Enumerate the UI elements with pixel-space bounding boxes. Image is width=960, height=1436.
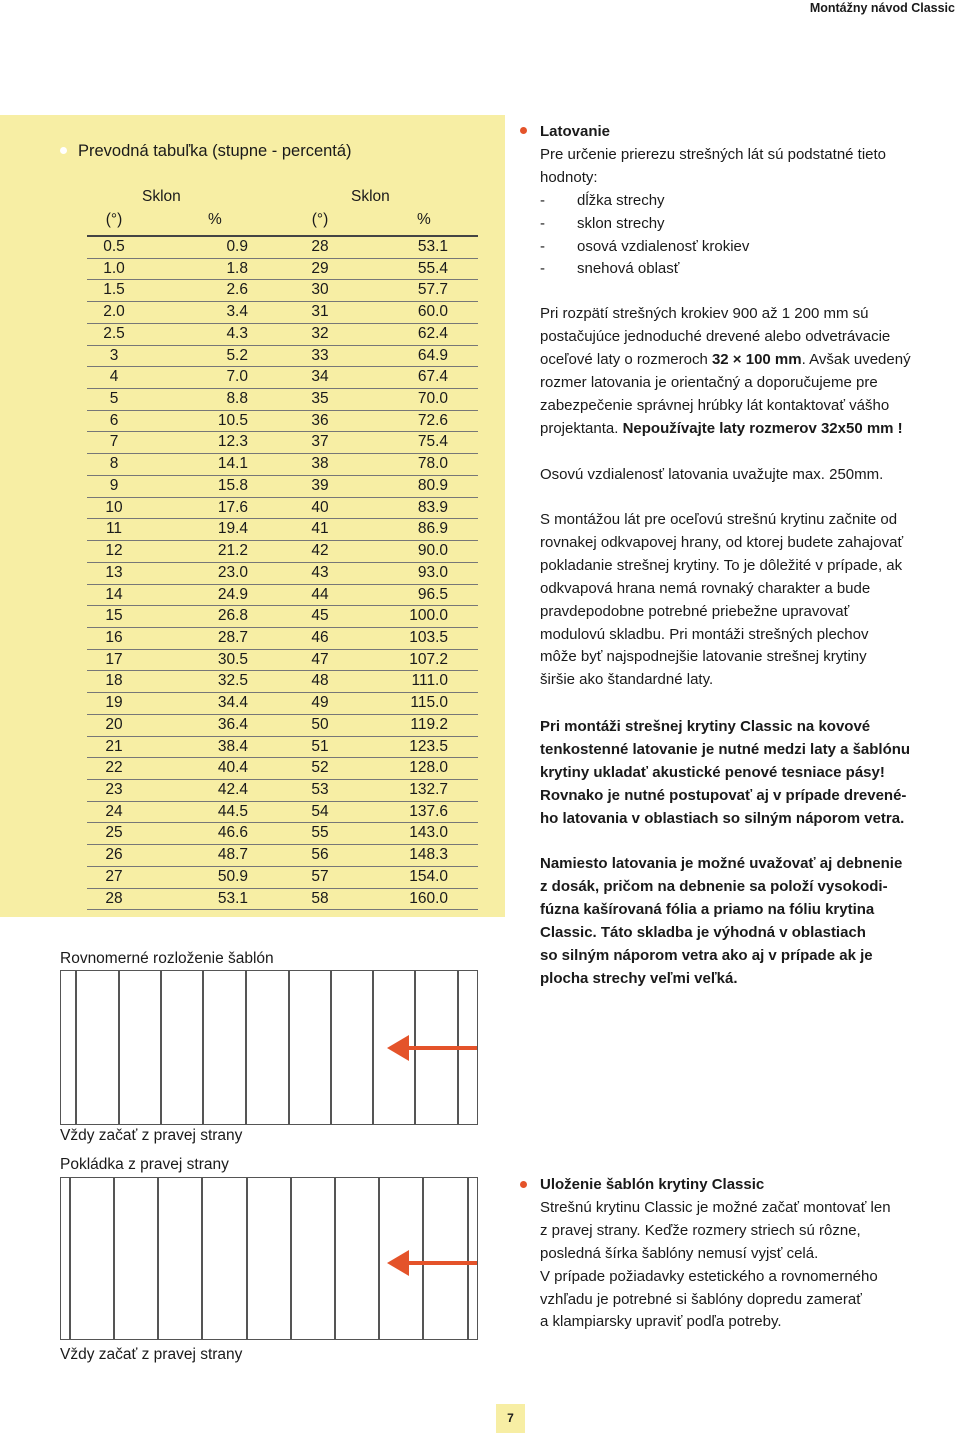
slab-divider [246,1178,248,1339]
slab-divider [334,1178,336,1339]
paragraph-line: Rovnako je nutné postupovať aj v prípade drevené- [540,786,907,804]
paragraph-line: Pri montáži strešnej krytiny Classic na kovové [540,718,871,735]
table-cell: 45 [311,607,329,625]
table-cell: 4 [109,368,119,386]
table-cell: 115.0 [410,694,448,712]
table-row-divider [87,279,478,280]
table-row-divider [87,258,478,259]
slab-divider [372,971,374,1124]
table-cell: 3 [109,346,119,364]
table-cell: 28 [311,238,329,255]
column-header-degrees: (°) [105,211,123,228]
table-row-divider [87,736,478,737]
table-cell: 70.0 [417,390,448,408]
table-cell: 10.5 [217,411,248,429]
table-cell: 137.6 [409,802,448,820]
slab-divider [378,1178,380,1339]
bullet-icon [520,127,527,134]
list-item-text: snehová oblasť [577,260,680,278]
table-cell: 2.5 [103,324,125,342]
table-cell: 53.1 [417,238,448,255]
table-cell: 1.8 [226,259,248,277]
table-cell: 42 [311,542,329,560]
table-row-divider [87,453,478,454]
table-cell: 39 [311,476,329,494]
paragraph-line: pravdepodobne potrebné priebežne upravovať [540,602,850,620]
column-header-percent: % [417,211,431,228]
table-cell: 0.5 [103,238,125,255]
table-cell: 53 [311,781,329,798]
table-cell: 44.5 [217,802,248,820]
table-row-divider [87,909,478,910]
table-cell: 40 [311,498,329,516]
table-cell: 111.0 [411,672,448,690]
latovanie-paragraph-4 [540,716,910,831]
table-cell: 42.4 [217,781,248,798]
table-row-divider [87,301,478,302]
list-dash: - [540,237,545,255]
paragraph-line [540,349,911,372]
table-cell: 123.5 [409,737,448,755]
latovanie-title: Latovanie [540,123,611,140]
column-header-percent: % [208,211,222,228]
table-cell: 33 [311,346,329,364]
table-cell: 90.0 [417,542,448,560]
table-cell: 28 [105,889,123,907]
table-cell: 2.6 [226,281,248,299]
table-cell: 154.0 [409,867,448,885]
bullet-icon [520,1181,527,1188]
slab-divider [330,971,332,1124]
latovanie-paragraph-2 [540,464,883,487]
paragraph-line: rovnakej odkvapovej hrany, od ktorej budete zahajovať [540,533,904,551]
paragraph-line: Osovú vzdialenosť latovania uvažujte max. 250mm. [540,466,884,483]
slab-divider [201,1178,203,1339]
table-cell: 52 [311,759,329,777]
conversion-table [0,0,505,920]
paragraph-line: modulovú skladbu. Pri montáži strešných plechov [540,625,869,643]
table-cell: 128.0 [409,759,448,777]
paragraph-line: ho latovania v oblastiach so silným náporom vetra. [540,809,905,827]
list-item [540,213,886,236]
table-cell: 86.9 [417,520,448,538]
ulozenie-section [540,1174,891,1334]
table-cell: 38.4 [217,737,248,755]
latovanie-paragraph-3 [540,509,903,692]
table-cell: 72.6 [417,411,448,429]
table-row-divider [87,410,478,411]
table-cell: 58 [311,889,329,907]
latovanie-paragraph-1 [540,303,911,440]
table-cell: 41 [311,520,329,538]
table-cell: 34.4 [217,694,248,712]
paragraph-line: krytiny ukladať akustické penové tesniace pásy! [540,763,885,781]
table-cell: 36.4 [217,715,248,733]
diagram1-caption: Vždy začať z pravej strany [60,1127,243,1144]
paragraph-line: odkvapová hrana nemá rovnaký charakter a bude [540,579,871,597]
table-cell: 49 [311,694,329,712]
table-cell: 55.4 [417,259,448,277]
table-cell: 6 [109,411,119,429]
paragraph-line: z pravej strany. Keďže rozmery striech sú rôzne, [540,1221,861,1239]
table-cell: 22 [105,759,123,777]
table-cell: 28.7 [217,628,248,646]
table-cell: 50.9 [217,867,248,885]
warning-text: Nepoužívajte laty rozmerov 32x50 mm ! [622,419,903,437]
table-cell: 10 [105,498,123,516]
table-cell: 119.2 [410,715,448,733]
latovanie-section [540,121,886,281]
table-cell: 60.0 [417,303,448,321]
table-cell: 25 [105,824,123,842]
latovanie-intro: hodnoty: [540,168,598,186]
column-header-degrees: (°) [311,211,329,228]
table-cell: 93.0 [417,563,448,581]
slab-divider [290,1178,292,1339]
table-cell: 47 [311,650,329,668]
table-cell: 62.4 [417,324,448,342]
table-cell: 5 [109,390,119,408]
list-item [540,190,886,213]
table-cell: 0.9 [226,238,248,255]
table-cell: 50 [311,715,329,733]
table-cell: 12.3 [217,433,248,451]
table-cell: 19 [105,694,123,712]
table-row-divider [87,518,478,519]
slab-divider [245,971,247,1124]
table-cell: 23 [105,781,123,798]
table-row-divider [87,822,478,823]
list-item-text: sklon strechy [577,214,665,232]
table-cell: 1.5 [103,281,125,299]
table-cell: 32 [311,324,329,342]
table-cell: 24 [105,802,123,820]
paragraph-line: Namiesto latovania je možné uvažovať aj debnenie [540,855,903,872]
table-cell: 26.8 [217,607,248,625]
table-row-divider [87,714,478,715]
table-cell: 18 [105,672,123,690]
table-cell: 55 [311,824,329,842]
paragraph-line: V prípade požiadavky estetického a rovnomerného [540,1267,878,1285]
text-run: oceľové laty o rozmeroch [540,350,712,368]
table-cell: 5.2 [226,346,248,364]
text-run: projektanta. [540,419,623,437]
slab-divider [160,971,162,1124]
table-cell: 107.2 [409,650,448,668]
list-dash: - [540,191,545,209]
table-row-divider [87,388,478,389]
table-cell: 16 [105,628,123,646]
table-cell: 30.5 [217,650,248,668]
paragraph-line: Classic. Táto skladba je výhodná v oblastiach [540,923,866,941]
table-cell: 100.0 [409,607,448,625]
table-cell: 38 [311,455,329,473]
table-cell: 20 [105,715,123,733]
slab-divider [288,971,290,1124]
arrow-left-icon [385,1030,480,1066]
ulozenie-title: Uloženie šablón krytiny Classic [540,1176,765,1193]
paragraph-line: fúzna kašírovaná fólia a priamo na fóliu krytina [540,900,875,918]
paragraph-line: tenkostenné latovanie je nutné medzi laty a šablónu [540,740,911,758]
table-row-divider [87,801,478,802]
table-cell: 8.8 [226,390,248,408]
diagram1-heading: Rovnomerné rozloženie šablón [60,950,274,967]
table-row-divider [87,562,478,563]
table-cell: 17.6 [217,498,248,516]
paragraph-line: posledná šírka šablóny nemusí vyjsť celá. [540,1244,819,1262]
slab-divider [157,1178,159,1339]
table-cell: 46 [311,628,329,646]
header-group-sklon: Sklon [142,188,181,205]
paragraph-line: Strešnú krytinu Classic je možné začať montovať len [540,1198,891,1216]
table-cell: 13 [105,563,123,581]
table-cell: 57.7 [417,281,448,299]
latovanie-paragraph-5 [540,853,902,990]
paragraph-line: pokladanie strešnej krytiny. To je dôležité v prípade, ak [540,556,903,574]
table-cell: 34 [311,368,329,386]
paragraph-line: vzhľadu je potrebné si šablóny dopredu zamerať [540,1290,862,1308]
table-cell: 75.4 [417,433,448,451]
table-cell: 8 [109,455,119,473]
list-item-text: dĺžka strechy [577,191,665,209]
table-row-divider [87,497,478,498]
paragraph-line [540,418,911,441]
table-row-divider [87,692,478,693]
paragraph-line: postačujúce jednoduché drevené alebo odvetrávacie [540,327,891,345]
table-cell: 56 [311,846,329,864]
slab-divider [75,971,77,1124]
list-item [540,236,886,259]
table-cell: 80.9 [417,476,448,494]
table-cell: 78.0 [417,455,448,473]
table-row-divider [87,866,478,867]
table-cell: 32.5 [217,672,248,690]
table-cell: 53.1 [217,889,248,907]
table-cell: 15 [105,607,123,625]
table-cell: 31 [311,303,329,321]
slab-divider [118,971,120,1124]
table-row-divider [87,627,478,628]
table-row-divider [87,779,478,780]
table-cell: 15.8 [217,476,248,494]
table-cell: 12 [105,542,123,560]
table-cell: 14.1 [217,455,248,473]
table-row-divider [87,605,478,606]
paragraph-line: z dosák, pričom na debnenie sa položí vysokodi- [540,877,888,895]
paragraph-line: plocha strechy veľmi veľká. [540,969,738,987]
paragraph-line: rozmer latovania je orientačný a doporučujeme pre [540,373,878,391]
table-cell: 40.4 [217,759,248,777]
table-cell: 143.0 [409,824,448,842]
table-row-divider [87,540,478,541]
table-cell: 21 [105,737,123,755]
table-row-divider [87,584,478,585]
table-cell: 7.0 [226,368,248,386]
document-header-title: Montážny návod Classic [809,1,955,15]
table-cell: 11 [105,520,123,538]
table-cell: 27 [105,867,123,885]
table-cell: 64.9 [417,346,448,364]
table-cell: 35 [311,390,329,408]
table-cell: 43 [311,563,329,581]
table-cell: 51 [311,737,329,755]
table-cell: 1.0 [103,259,125,277]
table-row-divider [87,757,478,758]
table-cell: 37 [311,433,329,451]
page-number: 7 [496,1404,525,1433]
table-cell: 19.4 [217,520,248,538]
paragraph-line: zabezpečenie správnej hrúbky lát kontaktovať vášho [540,396,890,414]
table-row-divider [87,844,478,845]
paragraph-line: so silným náporom vetra ako aj v prípade ak je [540,946,873,964]
slab-divider [69,1178,71,1339]
diagram2-caption: Vždy začať z pravej strany [60,1346,243,1363]
slab-divider [202,971,204,1124]
text-run: . Avšak uvedený [801,350,911,368]
table-row-divider [87,431,478,432]
table-cell: 2.0 [103,303,125,321]
paragraph-line: Pri rozpätí strešných krokiev 900 až 1 200 mm sú [540,305,869,322]
table-row-divider [87,366,478,367]
list-dash: - [540,214,545,232]
table-cell: 14 [105,585,123,603]
latovanie-intro: Pre určenie prierezu strešných lát sú podstatné tieto [540,145,887,163]
table-row-divider [87,670,478,671]
header-group-sklon: Sklon [351,188,390,205]
table-row-divider [87,649,478,650]
table-cell: 44 [311,585,329,603]
table-cell: 67.4 [417,368,448,386]
table-cell: 3.4 [226,303,248,321]
paragraph-line: môže byť najspodnejšie latovanie strešnej krytiny [540,648,867,666]
conversion-table-title-text: Prevodná tabuľka (stupne - percentá) [78,142,352,160]
arrow-left-icon [385,1245,480,1281]
table-row-divider [87,345,478,346]
table-cell: 24.9 [217,585,248,603]
diagram2-heading: Pokládka z pravej strany [60,1156,229,1173]
paragraph-line: S montážou lát pre oceľovú strešnú krytinu začnite od [540,511,898,528]
table-cell: 48.7 [217,846,248,864]
table-cell: 96.5 [417,585,448,603]
table-row-divider [87,323,478,324]
table-cell: 57 [311,867,329,885]
list-item [540,258,886,281]
lath-dimension: 32 × 100 mm [711,350,802,368]
list-item-text: osová vzdialenosť krokiev [577,237,750,255]
table-cell: 83.9 [417,498,448,516]
table-divider [87,235,478,237]
table-cell: 160.0 [409,889,448,907]
table-cell: 7 [109,433,119,451]
table-cell: 46.6 [217,824,248,842]
table-cell: 132.7 [409,781,448,798]
table-cell: 148.3 [409,846,448,864]
table-cell: 103.5 [409,628,448,646]
table-cell: 36 [311,411,329,429]
table-cell: 48 [311,672,329,690]
paragraph-line: širšie ako štandardné laty. [540,671,714,689]
table-cell: 4.3 [226,324,248,342]
table-row-divider [87,888,478,889]
table-cell: 21.2 [217,542,248,560]
table-cell: 29 [311,259,329,277]
table-cell: 17 [105,650,123,668]
paragraph-line: a klampiarsky upraviť podľa potreby. [540,1313,782,1331]
table-cell: 30 [311,281,329,299]
table-cell: 54 [311,802,329,820]
slab-divider [113,1178,115,1339]
table-cell: 26 [105,846,123,864]
table-row-divider [87,475,478,476]
table-cell: 9 [109,476,119,494]
table-cell: 23.0 [217,563,248,581]
list-dash: - [540,260,545,278]
